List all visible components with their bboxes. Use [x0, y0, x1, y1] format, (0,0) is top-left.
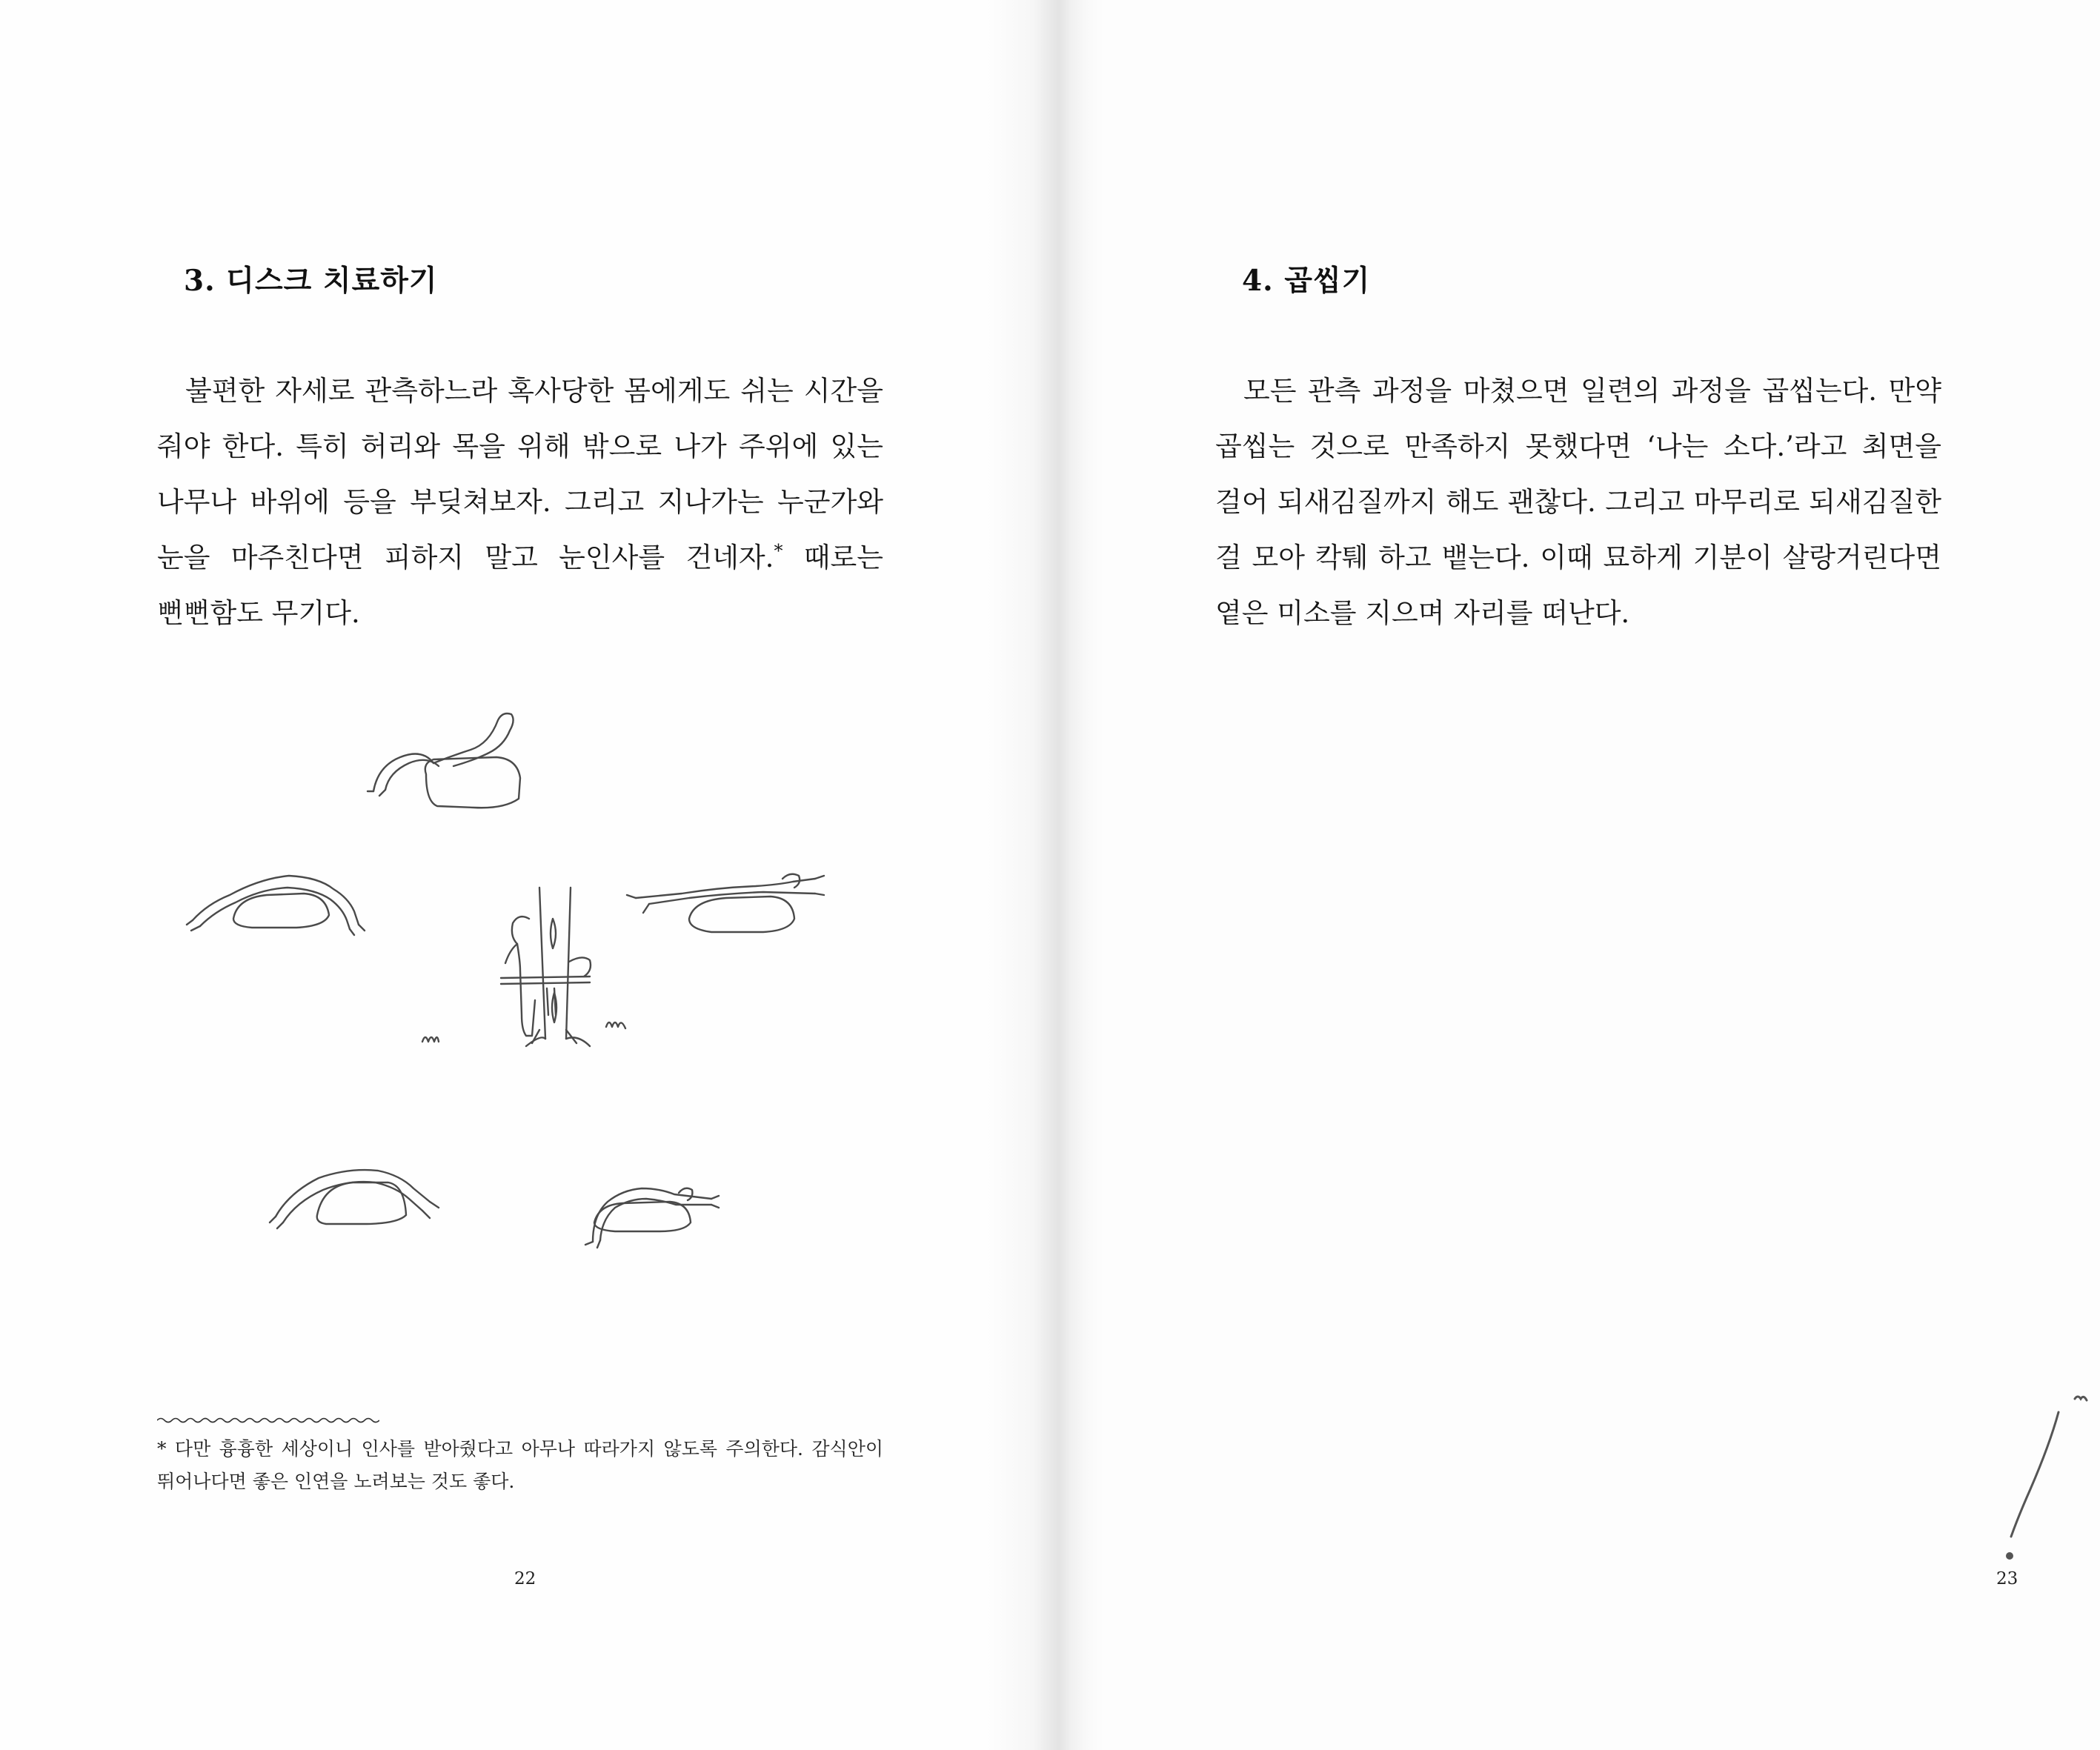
- figure-lying-on-rock-right: [627, 874, 824, 932]
- right-body-text: [1215, 363, 1941, 641]
- figure-over-rock-left: [187, 876, 365, 935]
- footnote-divider: [157, 1415, 379, 1425]
- page-number-left: 22: [514, 1569, 536, 1588]
- footnote-text: * 다만 흉흉한 세상이니 인사를 받아줬다고 아무나 따라가지 않도록 주의한다. 감식안이 뛰어나다면 좋은 인연을 노려보는 것도 좋다.: [157, 1438, 883, 1492]
- footnote-reference[interactable]: *: [774, 540, 783, 562]
- section-heading-rumination: 4. 곱씹기: [1242, 264, 1371, 298]
- figure-over-rock-top: [368, 713, 520, 808]
- left-body-text: [157, 363, 883, 641]
- left-page: [0, 0, 1041, 1750]
- right-paragraph: 모든 관측 과정을 마쳤으면 일련의 과정을 곱씹는다. 만약 곱씹는 것으로 만족하지 못했다면 ‘나는 소다.’라고 최면을 걸어 되새김질까지 해도 괜찮다. 그리고 마무리로 되새김질한 걸 모아 칵퉤 하고 뱉는다. 이때 묘하게 기분이 살랑거린다면 옅은 미소를 지으며 자리를 떠난다.: [1215, 375, 1941, 629]
- stretching-illustration: [178, 704, 860, 1282]
- page-number-right: 23: [1996, 1569, 2018, 1588]
- right-page: [1041, 0, 2100, 1750]
- left-body-part2: 때로는 뻔뻔함도 무기다.: [157, 542, 883, 629]
- figure-over-rock-bottom-left: [270, 1170, 439, 1228]
- left-body-part1: 불편한 자세로 관측하느라 혹사당한 몸에게도 쉬는 시간을 줘야 한다. 특히 허리와 목을 위해 밖으로 나가 주위에 있는 나무나 바위에 등을 부딪쳐보자. 그리고 지나가는 누군가와 눈을 마주친다면 피하지 말고 눈인사를 건네자.: [157, 375, 883, 573]
- margin-doodle: [1986, 1378, 2097, 1571]
- left-paragraph: [157, 363, 883, 641]
- figure-over-rock-bottom-right: [585, 1188, 719, 1248]
- section-heading-disc: 3. 디스크 치료하기: [184, 264, 438, 298]
- figure-against-tree: [422, 888, 625, 1046]
